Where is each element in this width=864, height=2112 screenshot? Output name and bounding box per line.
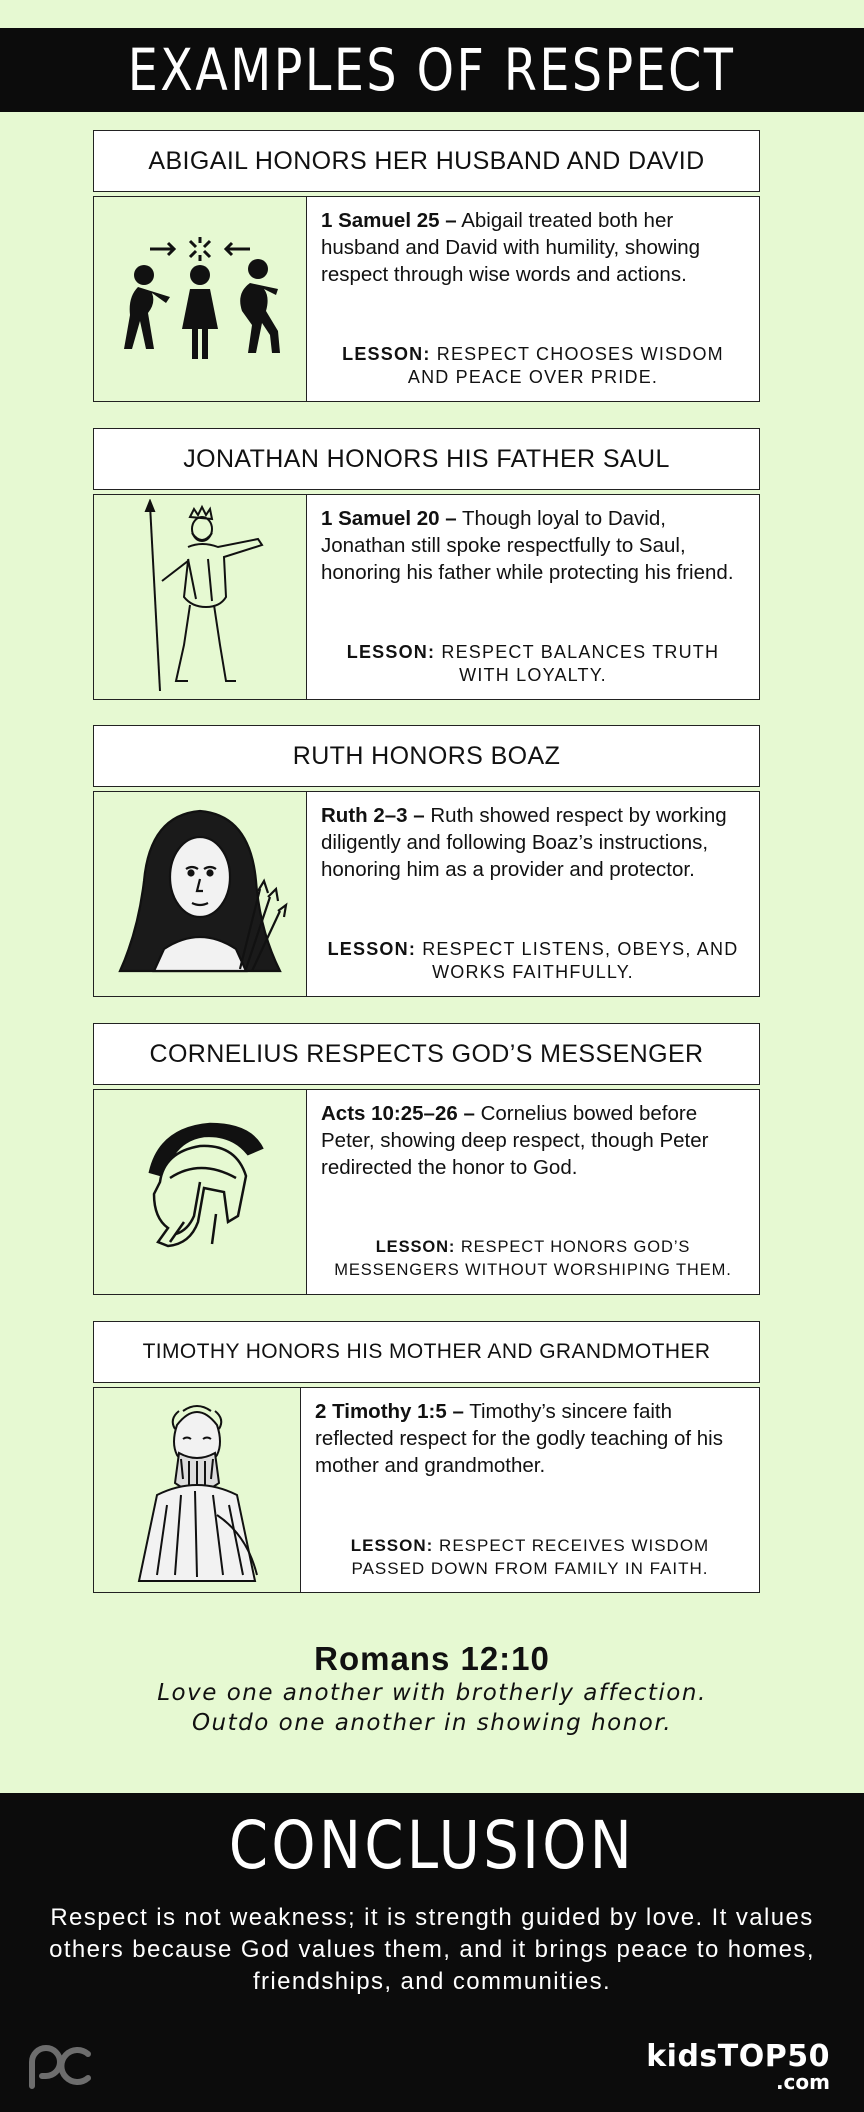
king-with-spear-illustration (94, 495, 307, 699)
lesson-text: RESPECT HONORS GOD’S MESSENGERS WITHOUT WORSHIPING THEM. (334, 1238, 732, 1279)
card-lesson (315, 1534, 745, 1580)
card-text (301, 1388, 759, 1592)
card-verse (321, 207, 745, 288)
card-heading: CORNELIUS RESPECTS GOD’S MESSENGER (93, 1023, 760, 1085)
lesson-text: RESPECT CHOOSES WISDOM AND PEACE OVER PRIDE. (407, 344, 724, 387)
verse-text: Cornelius bowed before Peter, showing deep respect, though Peter redirected the honor to God. (321, 1102, 709, 1179)
card-text (307, 792, 759, 996)
lesson-label: LESSON: (375, 1238, 456, 1256)
lesson-label: LESSON: (342, 344, 431, 364)
bearded-elder-illustration (94, 1388, 301, 1592)
card-lesson (321, 1236, 745, 1282)
conclusion-heading: CONCLUSION (228, 1807, 636, 1884)
card-lesson (321, 641, 745, 687)
card-verse (315, 1398, 745, 1479)
pc-logo-icon (24, 2040, 96, 2096)
lesson-label: LESSON: (350, 1536, 434, 1555)
verse-reference: 2 Timothy 1:5 – (315, 1400, 464, 1423)
card-heading: JONATHAN HONORS HIS FATHER SAUL (93, 428, 760, 490)
card-cornelius (93, 1023, 760, 1295)
conclusion-text: Respect is not weakness; it is strength guided by love. It values others because God values them, and it brings peace to homes, friendships, and communities. (49, 1904, 815, 1995)
card-text (307, 1090, 759, 1294)
romans-reference: Romans 12:10 (314, 1640, 550, 1677)
card-verse (321, 1100, 745, 1181)
verse-reference: 1 Samuel 20 – (321, 507, 457, 530)
card-body (93, 1387, 760, 1593)
card-lesson (321, 938, 745, 984)
verse-text: Though loyal to David, Jonathan still spoke respectfully to Saul, honoring his father while protecting his friend. (321, 507, 734, 584)
card-abigail (93, 130, 760, 402)
card-verse (321, 802, 745, 883)
lesson-text: RESPECT LISTENS, OBEYS, AND WORKS FAITHFULLY. (422, 939, 739, 982)
verse-reference: 1 Samuel 25 – (321, 209, 457, 232)
lesson-text: RESPECT BALANCES TRUTH WITH LOYALTY. (441, 642, 720, 685)
card-body (93, 791, 760, 997)
three-people-respect-icon (94, 197, 307, 401)
verse-reference: Acts 10:25–26 – (321, 1102, 475, 1125)
card-text (307, 197, 759, 401)
verse-text: Ruth showed respect by working diligently and following Boaz’s instructions, honoring him as a provider and protector. (321, 804, 727, 881)
card-verse (321, 505, 745, 586)
verse-text: Abigail treated both her husband and David with humility, showing respect through wise words and actions. (321, 209, 701, 286)
card-body (93, 1089, 760, 1295)
romans-verse (0, 1640, 864, 1738)
card-lesson (321, 343, 745, 389)
verse-reference: Ruth 2–3 – (321, 804, 425, 827)
lesson-label: LESSON: (346, 642, 436, 662)
card-heading: ABIGAIL HONORS HER HUSBAND AND DAVID (93, 130, 760, 192)
card-jonathan (93, 428, 760, 700)
roman-helmet-illustration (94, 1090, 307, 1294)
card-text (307, 495, 759, 699)
lesson-label: LESSON: (327, 939, 417, 959)
woman-with-wheat-illustration (94, 792, 307, 996)
page-title: EXAMPLES OF RESPECT (128, 36, 736, 104)
romans-line-1: Love one another with brotherly affection. (157, 1680, 707, 1706)
card-body (93, 494, 760, 700)
card-ruth (93, 725, 760, 997)
brand-name: kidsTOP50 (646, 2039, 830, 2074)
card-heading: RUTH HONORS BOAZ (93, 725, 760, 787)
brand-domain: .com (775, 2070, 830, 2094)
card-heading: TIMOTHY HONORS HIS MOTHER AND GRANDMOTHER (93, 1321, 760, 1383)
kidstop50-logo (646, 2039, 830, 2094)
card-timothy (93, 1321, 760, 1593)
romans-line-2: Outdo one another in showing honor. (191, 1710, 673, 1736)
verse-text: Timothy’s sincere faith reflected respect for the godly teaching of his mother and grandmother. (315, 1400, 723, 1477)
lesson-text: RESPECT RECEIVES WISDOM PASSED DOWN FROM FAMILY IN FAITH. (351, 1536, 710, 1578)
title-banner (0, 28, 864, 112)
conclusion-section (0, 1793, 864, 2112)
card-body (93, 196, 760, 402)
